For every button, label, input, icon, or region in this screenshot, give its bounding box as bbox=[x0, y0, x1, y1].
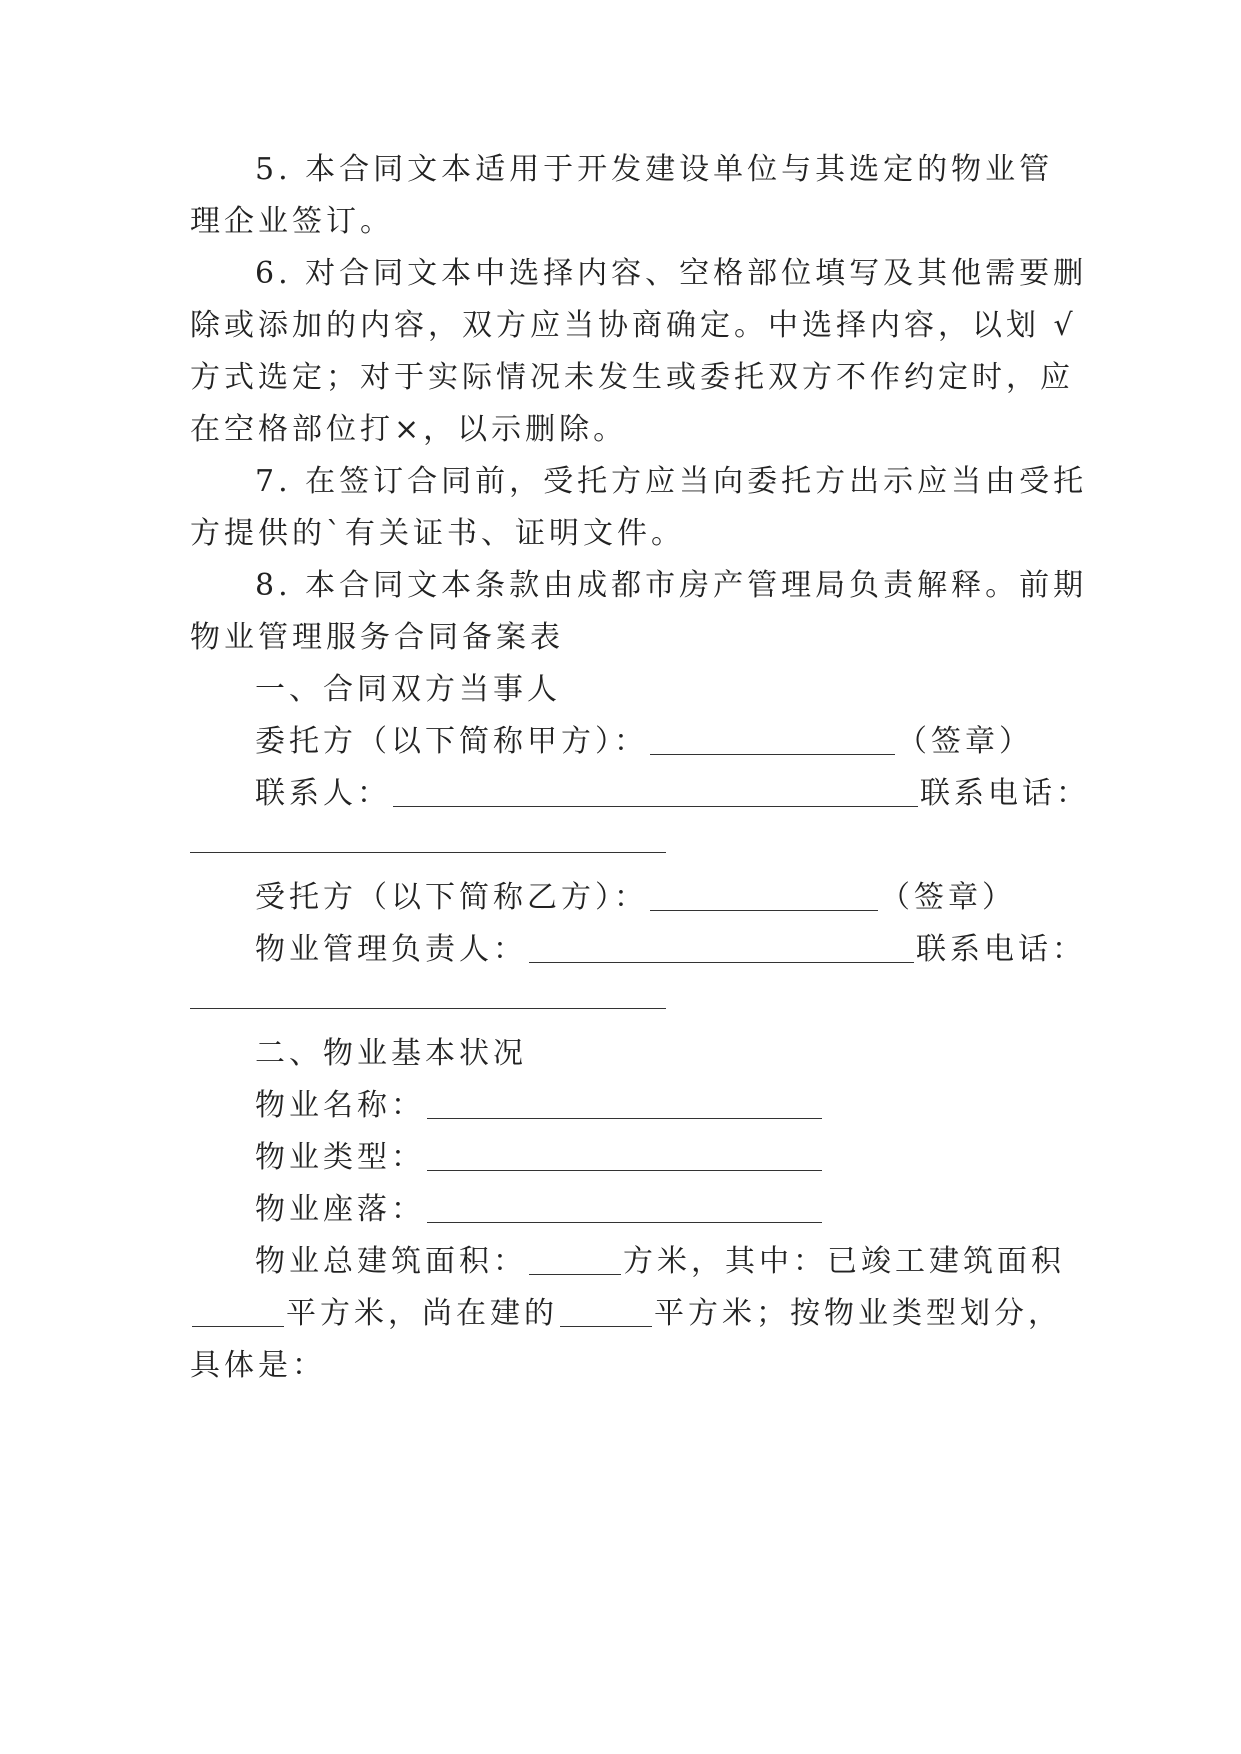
para-6-line-1: 6. 对合同文本中选择内容、空格部位填写及其他需要删 bbox=[255, 256, 1088, 291]
party-b-row bbox=[255, 878, 1155, 918]
contact-row bbox=[255, 774, 1155, 814]
manager-phone-blank[interactable] bbox=[190, 1008, 666, 1009]
area-by-type-label: 平方米；按物业类型划分， bbox=[654, 1296, 1062, 1331]
party-b-blank[interactable] bbox=[650, 882, 878, 911]
under-construction-label: 平方米，尚在建的 bbox=[286, 1296, 558, 1331]
manager-blank[interactable] bbox=[529, 934, 914, 963]
para-7-line-1: 7. 在签订合同前，受托方应当向委托方出示应当由受托 bbox=[255, 464, 1088, 499]
party-a-seal: （签章） bbox=[897, 724, 1033, 759]
area-row-1 bbox=[255, 1242, 1155, 1282]
completed-area-label: 方米，其中：已竣工建筑面积 bbox=[623, 1244, 1065, 1279]
party-b-label: 受托方（以下简称乙方）： bbox=[255, 880, 648, 915]
area-row-3: 具体是： bbox=[190, 1348, 326, 1383]
property-name-blank[interactable] bbox=[427, 1090, 822, 1119]
area-row-2 bbox=[190, 1294, 1090, 1334]
completed-area-blank[interactable] bbox=[192, 1298, 284, 1327]
para-5-line-2: 理企业签订。 bbox=[190, 204, 394, 239]
para-6-line-3: 方式选定；对于实际情况未发生或委托双方不作约定时，应 bbox=[190, 360, 1074, 395]
para-8-line-2: 物业管理服务合同备案表 bbox=[190, 620, 564, 655]
under-construction-blank[interactable] bbox=[560, 1298, 652, 1327]
contact-phone-blank[interactable] bbox=[190, 852, 666, 853]
property-location-label: 物业座落： bbox=[255, 1192, 425, 1227]
contact-label: 联系人： bbox=[255, 776, 391, 811]
section-2-title: 二、物业基本状况 bbox=[255, 1036, 527, 1071]
property-location-row bbox=[255, 1190, 1155, 1230]
section-1-title: 一、合同双方当事人 bbox=[255, 672, 561, 707]
para-6-line-4: 在空格部位打×，以示删除。 bbox=[190, 412, 628, 447]
para-5-line-1: 5. 本合同文本适用于开发建设单位与其选定的物业管 bbox=[255, 152, 1054, 187]
para-8-line-1: 8. 本合同文本条款由成都市房产管理局负责解释。前期 bbox=[255, 568, 1088, 603]
contact-phone-label: 联系电话： bbox=[920, 776, 1090, 811]
para-7-line-2: 方提供的`有关证书、证明文件。 bbox=[190, 516, 685, 551]
party-a-label: 委托方（以下简称甲方）： bbox=[255, 724, 648, 759]
manager-row bbox=[255, 930, 1155, 970]
contact-blank[interactable] bbox=[393, 778, 918, 807]
party-a-blank[interactable] bbox=[650, 726, 895, 755]
property-name-label: 物业名称： bbox=[255, 1088, 425, 1123]
property-location-blank[interactable] bbox=[427, 1194, 822, 1223]
property-type-label: 物业类型： bbox=[255, 1140, 425, 1175]
manager-label: 物业管理负责人： bbox=[255, 932, 527, 967]
total-area-label: 物业总建筑面积： bbox=[255, 1244, 527, 1279]
property-type-row bbox=[255, 1138, 1155, 1178]
total-area-blank[interactable] bbox=[529, 1246, 621, 1275]
party-a-row bbox=[255, 722, 1155, 762]
para-6-line-2: 除或添加的内容，双方应当协商确定。中选择内容，以划 √ bbox=[190, 308, 1077, 343]
property-name-row bbox=[255, 1086, 1155, 1126]
manager-phone-label: 联系电话： bbox=[916, 932, 1086, 967]
property-type-blank[interactable] bbox=[427, 1142, 822, 1171]
party-b-seal: （签章） bbox=[880, 880, 1016, 915]
